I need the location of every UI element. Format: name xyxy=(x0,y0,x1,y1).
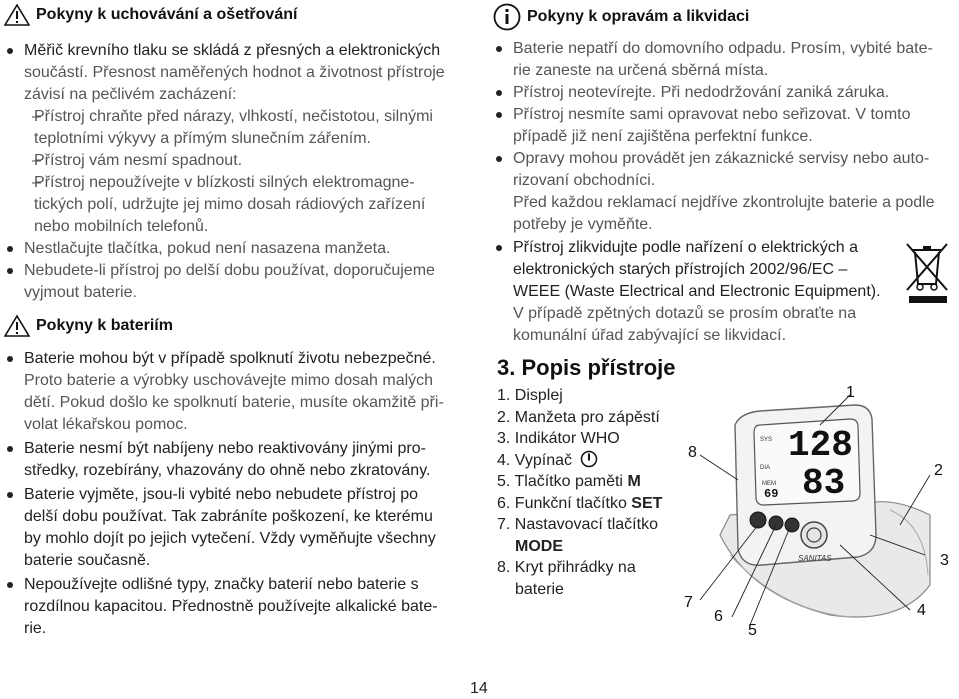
device-illustration xyxy=(690,385,950,645)
repair-item: Baterie nepatří do domovního odpadu. Prosím, vybité bate- rie zaneste na určená sběrná místa. xyxy=(493,38,957,82)
part-item: 8. Kryt přihrádky na baterie xyxy=(497,559,636,598)
power-icon xyxy=(580,450,598,468)
care-subitem: – Přístroj nepoužívejte v blízkosti silných elektromagne- tických polí, udržujte jej mimo dosah rádiových zařízení nebo mobilních telefonů. xyxy=(4,172,474,238)
svg-text:SYS: SYS xyxy=(760,437,773,443)
svg-text:69: 69 xyxy=(764,487,779,501)
care-item: Měřič krevního tlaku se skládá z přesných a elektronických součástí. Přesnost naměřených hodnot a životnost přístroje závisí na pečlivém zacházení: xyxy=(4,40,474,106)
battery-heading: Pokyny k bateriím xyxy=(4,314,173,338)
svg-text:MEM: MEM xyxy=(762,481,776,487)
section3-title: 3. Popis přístroje xyxy=(497,355,676,380)
part-item: 3. Indikátor WHO xyxy=(497,430,620,447)
repair-item: Přístroj zlikvidujte podle nařízení o elektrických a elektronických starých přístrojích 2002/96/EC – WEEE (Waste Electrical and Electronic Equipment). V případě zpětných dotazů se prosím obraťte na komunální úřad zabývající se likvidací. xyxy=(493,237,957,347)
memory-button[interactable] xyxy=(785,518,799,532)
page-number: 14 xyxy=(470,680,488,697)
power-button[interactable] xyxy=(801,522,827,548)
crossed-bin-icon xyxy=(903,240,953,304)
battery-list xyxy=(4,348,474,640)
repair-list xyxy=(493,38,957,347)
part-item: 7. Nastavovací tlačítko MODE xyxy=(497,516,658,555)
warning-triangle-icon xyxy=(4,314,30,338)
repair-item: Přístroj neotevírejte. Při nedodržování zaniká záruka. xyxy=(493,82,957,104)
set-button[interactable] xyxy=(769,516,783,530)
care-subitem: – Přístroj chraňte před nárazy, vlhkostí, nečistotou, silnými teplotními výkyvy a přímým slunečním zářením. xyxy=(4,106,474,150)
svg-text:83: 83 xyxy=(802,463,846,504)
part-item: 5. Tlačítko paměti M xyxy=(497,473,641,490)
care-list xyxy=(4,40,474,304)
svg-text:128: 128 xyxy=(788,425,853,466)
part-item: 2. Manžeta pro zápěstí xyxy=(497,408,660,426)
svg-text:DIA: DIA xyxy=(760,465,771,471)
svg-text:SANITAS: SANITAS xyxy=(798,554,832,563)
warning-triangle-icon xyxy=(4,3,30,27)
repair-item: Přístroj nesmíte sami opravovat nebo seřizovat. V tomto případě již není zajištěna perfektní funkce. xyxy=(493,104,957,148)
repair-item: Opravy mohou provádět jen zákaznické servisy nebo auto- rizovaní obchodníci. Před každou reklamací nejdříve zkontrolujte baterie a podle potřeby je vyměňte. xyxy=(493,148,957,236)
care-item: Nebudete-li přístroj po delší dobu používat, doporučujeme vyjmout baterie. xyxy=(4,260,474,304)
care-item: Nestlačujte tlačítka, pokud není nasazena manžeta. xyxy=(4,238,474,260)
repair-heading: Pokyny k opravám a likvidaci xyxy=(493,3,749,31)
part-item: 1. Displej xyxy=(497,387,563,404)
battery-item: Baterie mohou být v případě spolknutí životu nebezpečné. Proto baterie a výrobky uschovávejte mimo dosah malých dětí. Pokud došlo ke spolknutí baterie, musíte okamžitě při- volat lékařskou pomoc. xyxy=(4,348,474,436)
battery-item: Nepoužívejte odlišné typy, značky baterií nebo baterie s rozdílnou kapacitou. Přednostně používejte alkalické bate- rie. xyxy=(4,574,474,640)
care-subitem: – Přístroj vám nesmí spadnout. xyxy=(4,150,474,172)
battery-item: Baterie vyjměte, jsou-li vybité nebo nebudete přístroj po delší dobu používat. Tak zabráníte poškození, ke kterému by mohlo dojít po jejich vytečení. Vždy vyměňujte všechny baterie současně. xyxy=(4,484,474,572)
info-circle-icon xyxy=(493,3,521,31)
care-heading: Pokyny k uchovávání a ošetřování xyxy=(4,3,297,27)
battery-item: Baterie nesmí být nabíjeny nebo reaktivovány jinými pro- středky, rozebírány, vhazovány do ohně nebo zkratovány. xyxy=(4,438,474,482)
part-item: 4. Vypínač xyxy=(497,450,662,472)
parts-list xyxy=(497,385,662,600)
part-item: 6. Funkční tlačítko SET xyxy=(497,494,663,512)
